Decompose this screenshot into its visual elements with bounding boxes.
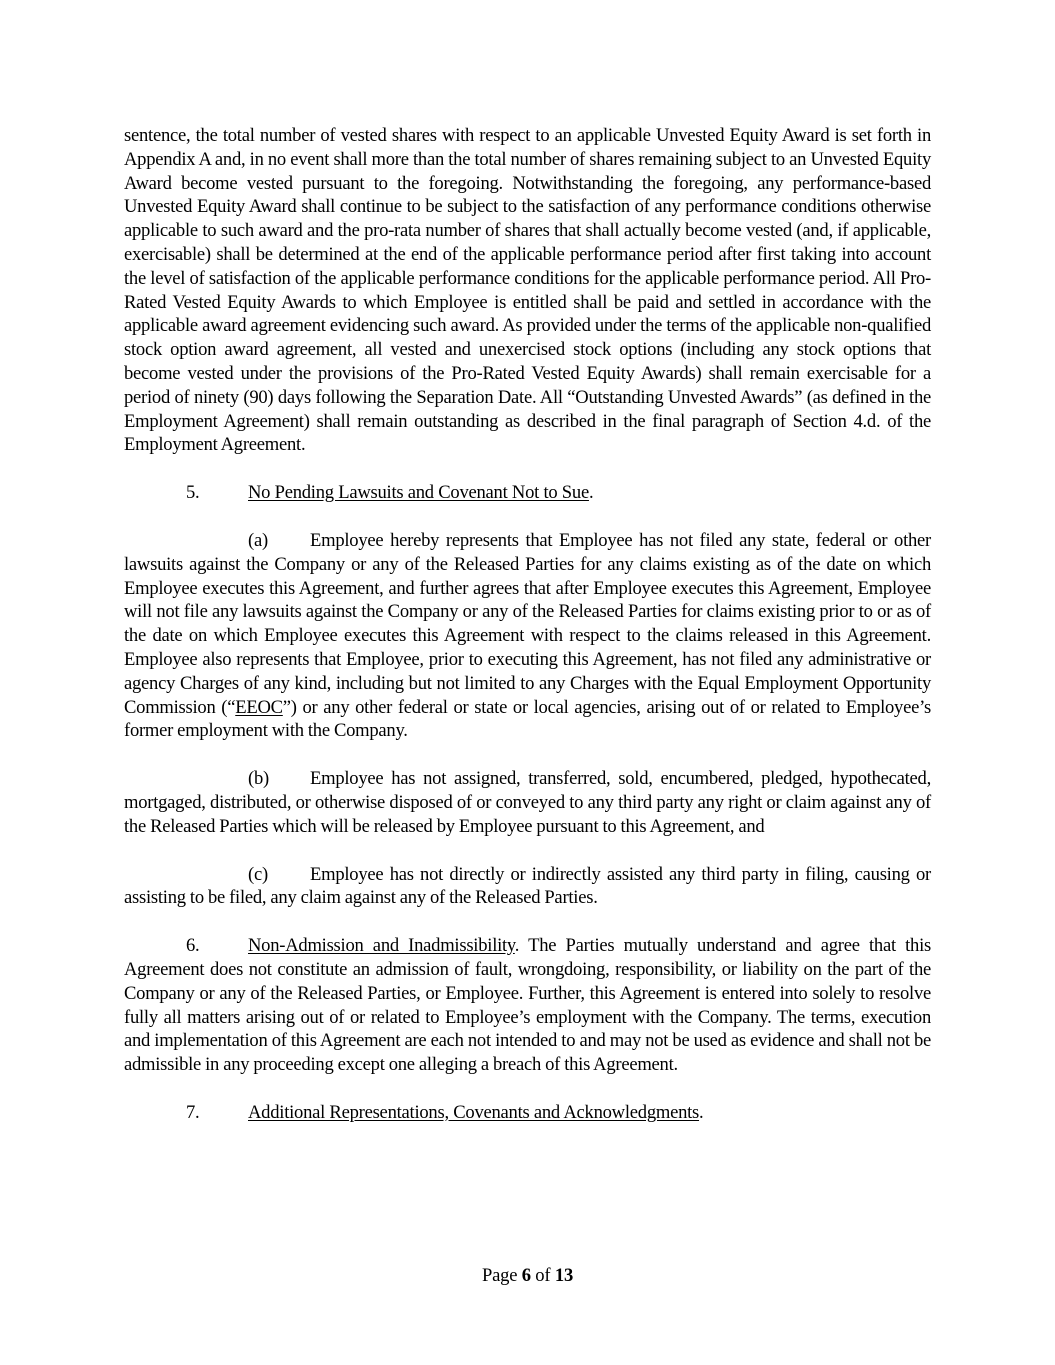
section-5a-text-before: Employee hereby represents that Employee has not filed any state, federal or other lawsuits against the Company or any of the Released Parties for any claims existing as of the date on which Employee executes this Agreement, and further agrees that after Employee executes this Agreement, Employee will not file any lawsuits against the Company or any of the Released Parties for claims existing prior to or as of the date on which Employee executes this Agreement with respect to the claims released in this Agreement. Employee also represents that Employee, prior to executing this Agreement, has not filed any administrative or agency Charges of any kind, including but not limited to any Charges with the Equal Employment Opportunity Commission (“	[124, 529, 931, 718]
section-6-title-suffix: .	[514, 935, 520, 957]
section-6-paragraph	[124, 934, 931, 1077]
section-5a-text-after: ”) or any other federal or state or local agencies, arising out of or related to Employee’s former employment with the Company.	[124, 696, 931, 742]
section-5a-paragraph	[124, 529, 931, 743]
defined-term-eeoc: EEOC	[235, 696, 283, 718]
section-5-title: No Pending Lawsuits and Covenant Not to Sue	[248, 482, 589, 504]
section-5-heading	[124, 481, 931, 505]
section-7-number: 7.	[186, 1101, 200, 1123]
section-5b-paragraph	[124, 767, 931, 838]
section-7-title: Additional Representations, Covenants and Acknowledgments	[248, 1101, 700, 1123]
section-7-heading	[124, 1101, 931, 1125]
section-7-title-suffix: .	[699, 1101, 704, 1123]
subsection-label-c: (c)	[248, 863, 268, 885]
section-5-number: 5.	[186, 482, 200, 504]
document-page	[124, 124, 931, 1149]
page-of-label: of	[530, 1265, 555, 1286]
page-footer	[0, 1264, 1055, 1288]
page-prefix: Page	[481, 1265, 522, 1286]
section-5c-paragraph	[124, 863, 931, 911]
total-pages-number: 13	[554, 1265, 574, 1286]
current-page-number: 6	[521, 1265, 531, 1286]
section-5b-text: Employee has not assigned, transferred, sold, encumbered, pledged, hypothecated, mortgaged, distributed, or otherwise disposed of or conveyed to any third party any right or claim against any of the Released Parties which will be released by Employee pursuant to this Agreement, and	[124, 768, 931, 837]
continuation-paragraph: sentence, the total number of vested shares with respect to an applicable Unvested Equity Award is set forth in Appendix A and, in no event shall more than the total number of shares remaining subject to an Unvested Equity Award become vested pursuant to the foregoing. Notwithstanding the foregoing, any performance-based Unvested Equity Award shall continue to be subject to the satisfaction of any performance conditions otherwise applicable to such award and the pro-rata number of shares that shall actually become vested (and, if applicable, exercisable) shall be determined at the end of the applicable performance period after first taking into account the level of satisfaction of the applicable performance conditions for the applicable performance period. All Pro-Rated Vested Equity Awards to which Employee is entitled shall be paid and settled in accordance with the applicable award agreement evidencing such award. As provided under the terms of the applicable non-qualified stock option award agreement, all vested and unexercised stock options (including any stock options that become vested under the provisions of the Pro-Rated Vested Equity Awards) shall remain exercisable for a period of ninety (90) days following the Separation Date. All “Outstanding Unvested Awards” (as defined in the Employment Agreement) shall remain outstanding as described in the final paragraph of Section 4.d. of the Employment Agreement.	[124, 125, 931, 456]
subsection-label-b: (b)	[248, 768, 269, 790]
section-5-title-suffix: .	[588, 482, 594, 504]
section-6-title: Non-Admission and Inadmissibility	[248, 935, 515, 957]
section-6-number: 6.	[186, 935, 200, 957]
section-6-text: The Parties mutually understand and agree that this Agreement does not constitute an admission of fault, wrongdoing, responsibility, or liability on the part of the Company or any of the Released Parties, or Employee. Further, this Agreement is entered into solely to resolve fully all matters arising out of or related to Employee’s employment with the Company. The terms, execution and implementation of this Agreement are each not intended to and may not be used as evidence and shall not be admissible in any proceeding except one alleging a breach of this Agreement.	[124, 935, 931, 1076]
section-5c-text: Employee has not directly or indirectly assisted any third party in filing, causing or assisting to be filed, any claim against any of the Released Parties.	[124, 863, 931, 909]
subsection-label-a: (a)	[248, 529, 268, 551]
